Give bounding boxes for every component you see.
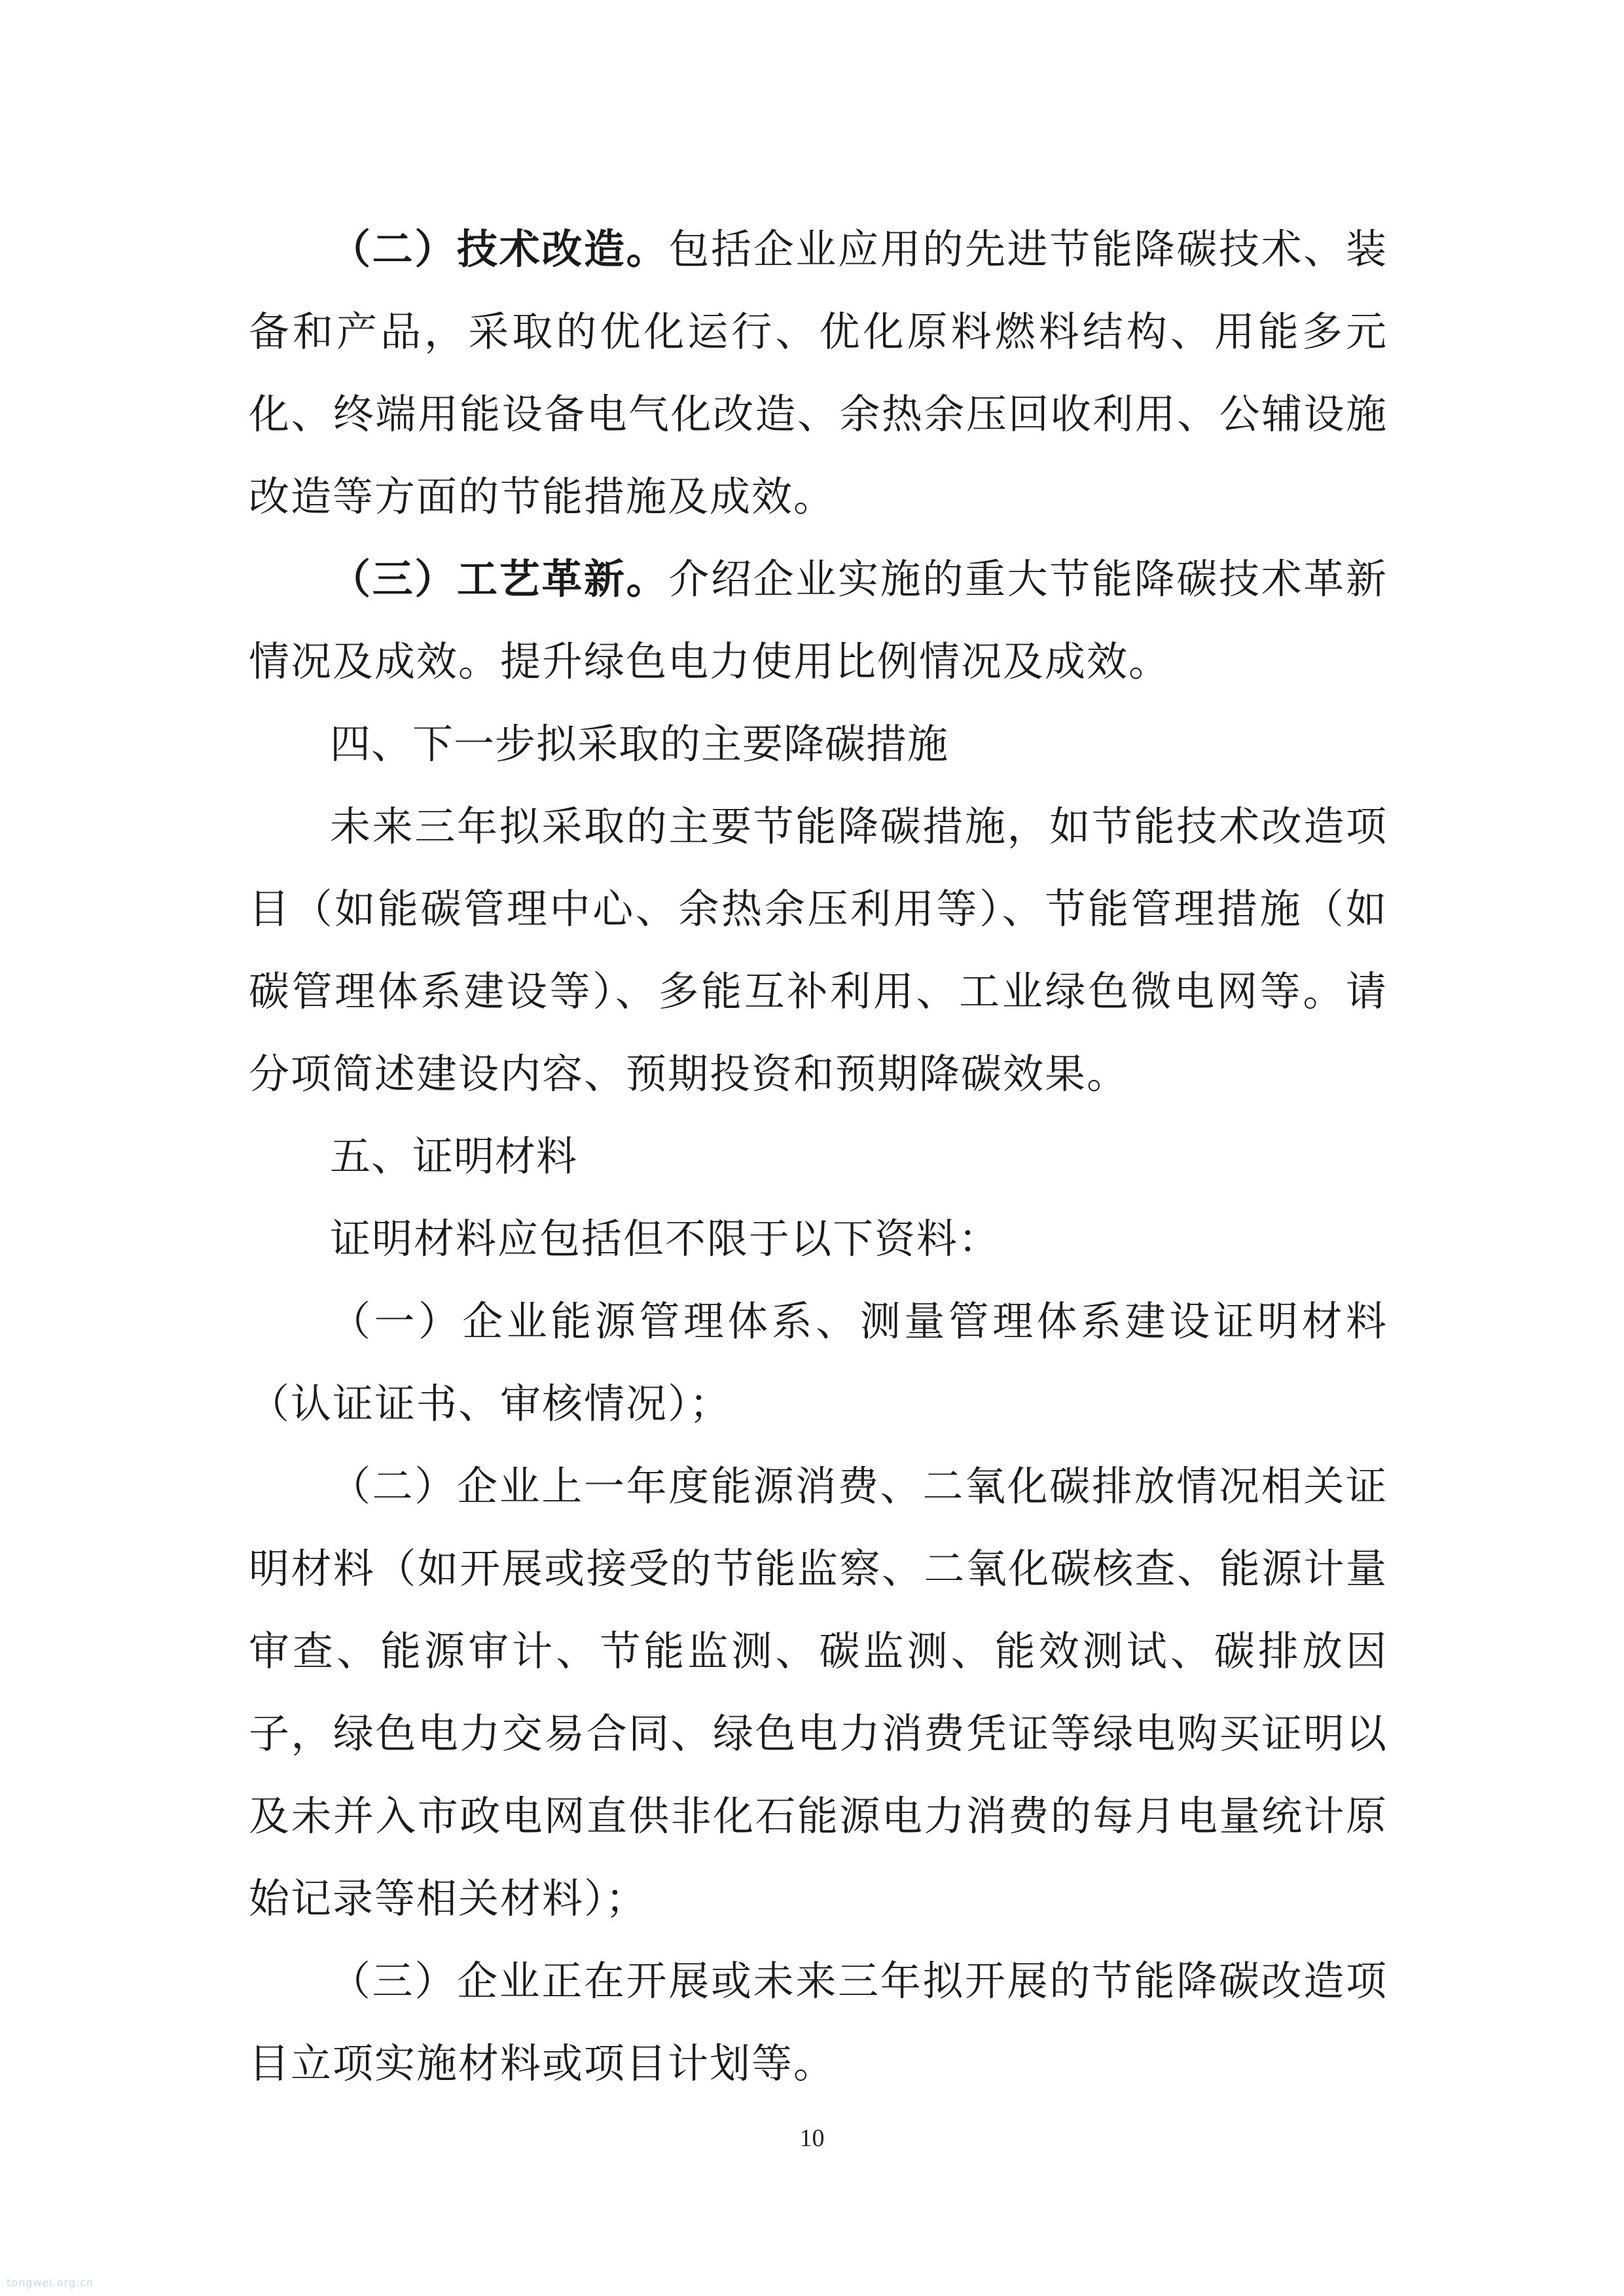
paragraph-lead: （三）工艺革新。 xyxy=(330,555,669,603)
paragraph-technical-renovation xyxy=(249,208,1388,538)
paragraph-lead: （二）技术改造。 xyxy=(330,225,669,273)
page-body xyxy=(249,208,1388,2105)
paragraph-materials-item-2: （二）企业上一年度能源消费、二氧化碳排放情况相关证明材料（如开展或接受的节能监察、二氧化碳核查、能源计量审查、能源审计、节能监测、碳监测、能效测试、碳排放因子，绿色电力交易合同、绿色电力消费凭证等绿电购买证明以及未并入市政电网直供非化石能源电力消费的每月电量统计原始记录等相关材料）； xyxy=(249,1462,1388,1922)
paragraph-materials-intro: 证明材料应包括但不限于以下资料： xyxy=(330,1215,1001,1263)
paragraph-text: 介绍企业实施的重大节能降碳技术革新情况及成效。提升绿色电力使用比例情况及成效。 xyxy=(249,555,1388,685)
paragraph-process-innovation xyxy=(249,538,1388,703)
paragraph-materials-item-1: （一）企业能源管理体系、测量管理体系建设证明材料（认证证书、审核情况）； xyxy=(249,1297,1388,1427)
paragraph-text: 包括企业应用的先进节能降碳技术、装备和产品，采取的优化运行、优化原料燃料结构、用能多元化、终端用能设备电气化改造、余热余压回收利用、公辅设施改造等方面的节能措施及成效。 xyxy=(249,225,1388,520)
watermark: tongwei.org.cn xyxy=(7,2276,94,2289)
section-heading-next-steps: 四、下一步拟采取的主要降碳措施 xyxy=(330,720,949,768)
page-number: 10 xyxy=(799,2125,825,2152)
paragraph-materials-item-3: （三）企业正在开展或未来三年拟开展的节能降碳改造项目立项实施材料或项目计划等。 xyxy=(249,1957,1388,2087)
paragraph-next-steps: 未来三年拟采取的主要节能降碳措施，如节能技术改造项目（如能碳管理中心、余热余压利用等）、节能管理措施（如碳管理体系建设等）、多能互补利用、工业绿色微电网等。请分项简述建设内容、预期投资和预期降碳效果。 xyxy=(249,802,1388,1098)
section-heading-supporting-materials: 五、证明材料 xyxy=(330,1132,578,1180)
